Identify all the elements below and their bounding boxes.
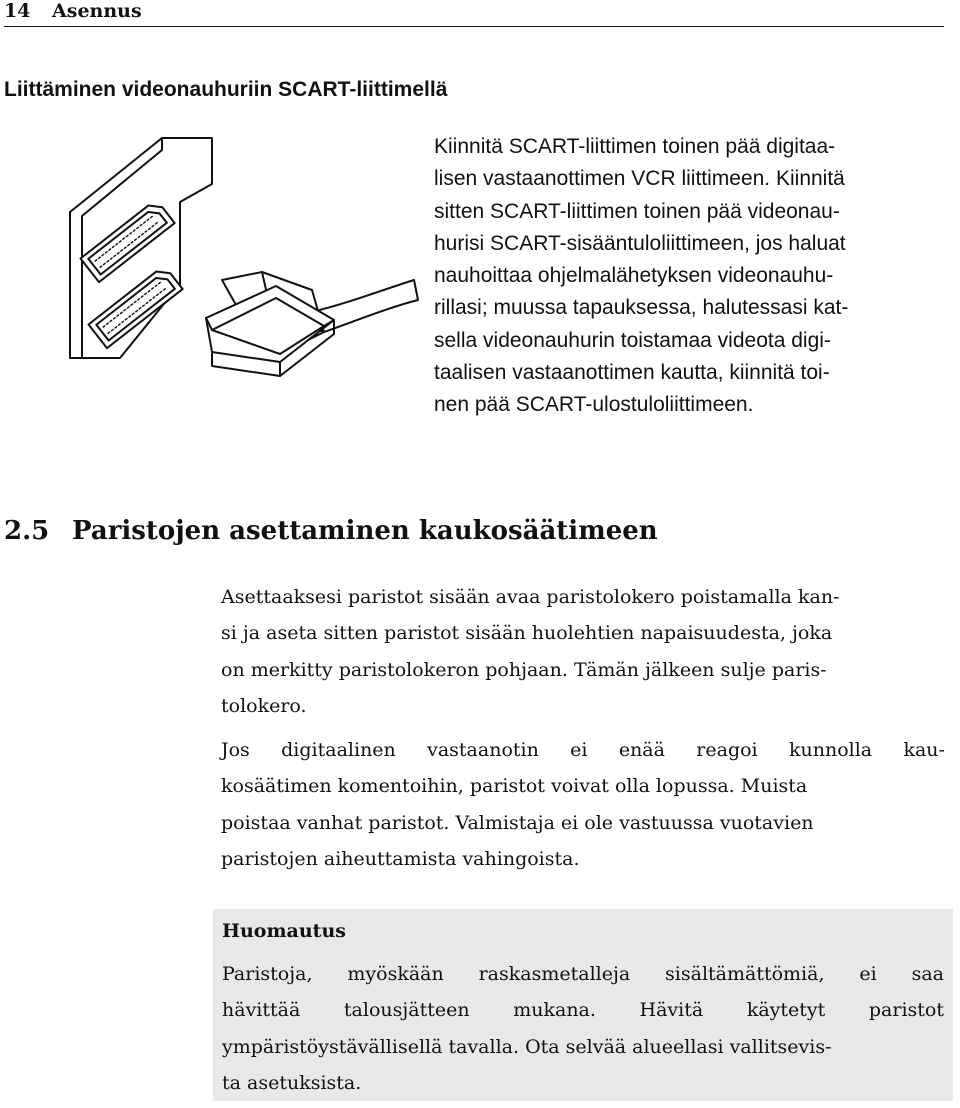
scart-instructions bbox=[434, 131, 948, 422]
text-line: paristojen aiheuttamista vahingoista. bbox=[221, 848, 580, 871]
battery-warning-paragraph bbox=[221, 732, 945, 878]
note-title: Huomautus bbox=[222, 920, 346, 942]
text-line: Asettaaksesi paristot sisään avaa paristolokero poistamalla kan- bbox=[221, 586, 840, 608]
scart-connector-illustration bbox=[62, 130, 422, 380]
text-line: kosäätimen komentoihin, paristot voivat olla lopussa. Muista bbox=[221, 775, 808, 798]
chapter-heading bbox=[4, 513, 658, 549]
text-line: hurisi SCART-sisääntuloliittimeen, jos haluat bbox=[434, 231, 846, 255]
page-number: 14 bbox=[4, 0, 31, 22]
text-line: si ja aseta sitten paristot sisään huolehtien napaisuudesta, joka bbox=[221, 622, 833, 645]
running-chapter-title: Asennus bbox=[52, 0, 142, 22]
text-line: sitten SCART-liittimen toinen pää videonau- bbox=[434, 199, 840, 223]
note-box bbox=[213, 909, 953, 1101]
text-line: ympäristöystävällisellä tavalla. Ota selvää alueellasi vallitsevis- bbox=[222, 1035, 832, 1058]
text-line: ta asetuksista. bbox=[222, 1071, 362, 1094]
section-title: Liittäminen videonauhuriin SCART-liittimellä bbox=[4, 78, 448, 101]
battery-insert-paragraph bbox=[221, 579, 945, 725]
text-line: hävittää talousjätteen mukana. Hävitä käytetyt paristot bbox=[222, 999, 944, 1022]
text-line: Jos digitaalinen vastaanotin ei enää reagoi kunnolla kau- bbox=[221, 739, 945, 761]
text-line: Kiinnitä SCART-liittimen toinen pää digitaa- bbox=[434, 135, 836, 158]
running-header bbox=[4, 0, 944, 27]
text-line: nauhoittaa ohjelmalähetyksen videonauhu- bbox=[434, 264, 834, 288]
text-line: sella videonauhurin toistamaa videota digi- bbox=[434, 328, 831, 352]
text-line: Paristoja, myöskään raskasmetalleja sisältämättömiä, ei saa bbox=[222, 963, 944, 985]
text-line: taalisen vastaanottimen kautta, kiinnitä toi- bbox=[434, 361, 830, 385]
text-line: tolokero. bbox=[221, 695, 307, 718]
text-line: nen pää SCART-ulostuloliittimeen. bbox=[434, 393, 754, 417]
chapter-title: Paristojen asettaminen kaukosäätimeen bbox=[72, 516, 658, 546]
text-line: lisen vastaanottimen VCR liittimeen. Kiinnitä bbox=[434, 167, 845, 191]
chapter-number: 2.5 bbox=[4, 516, 50, 546]
text-line: rillasi; muussa tapauksessa, halutessasi kat- bbox=[434, 296, 849, 320]
note-body bbox=[222, 956, 944, 1101]
text-line: poistaa vanhat paristot. Valmistaja ei ole vastuussa vuotavien bbox=[221, 811, 814, 834]
text-line: on merkitty paristolokeron pohjaan. Tämän jälkeen sulje paris- bbox=[221, 658, 827, 681]
